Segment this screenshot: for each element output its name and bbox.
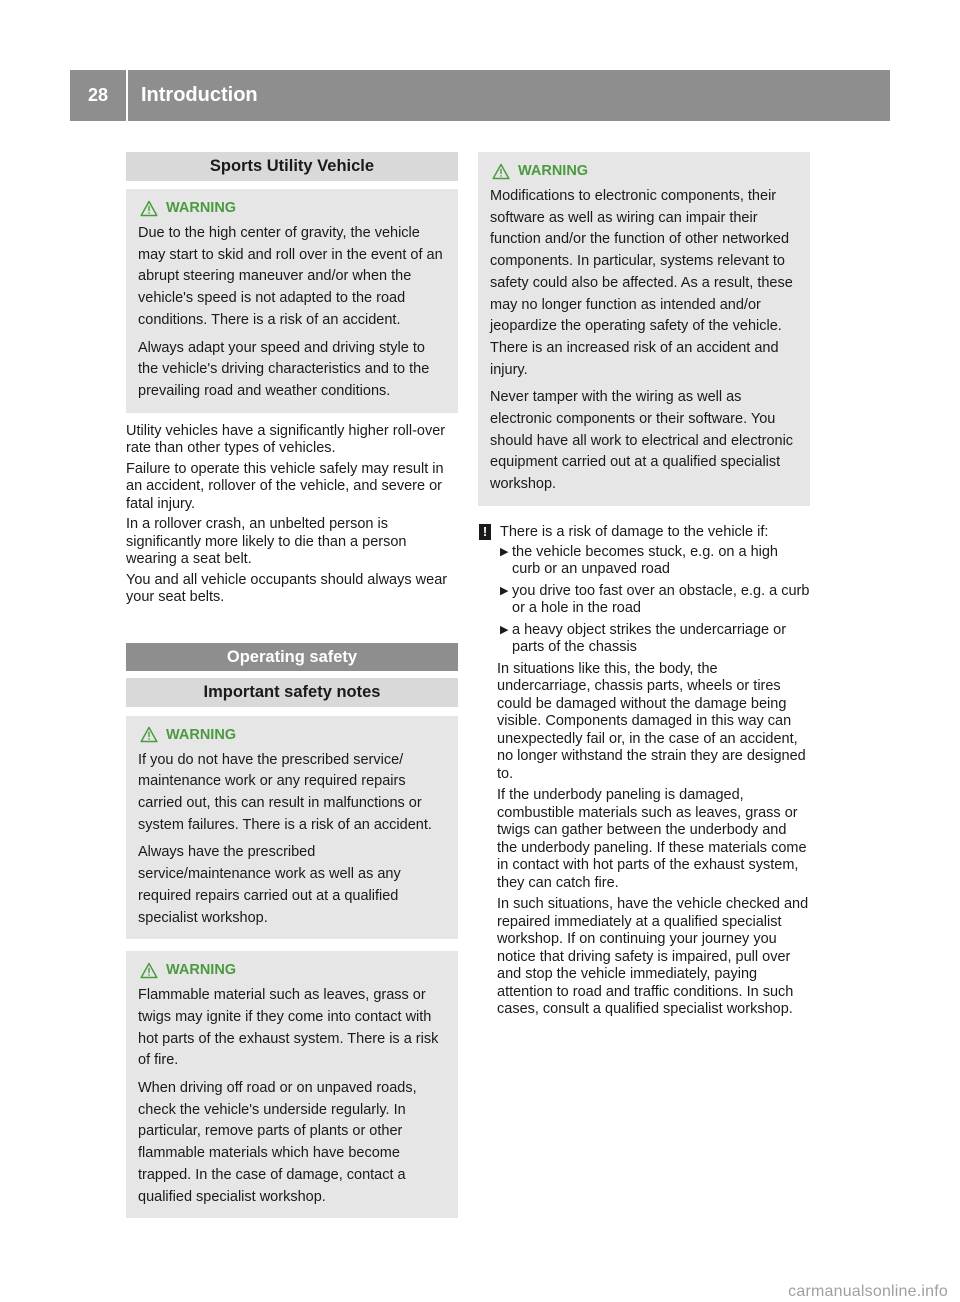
exclamation-icon: ! xyxy=(479,524,491,540)
warning-box xyxy=(126,951,458,1218)
warning-text: Due to the high center of gravity, the vehicle may start to skid and roll over in the event of an abrupt steering maneuver and/or when the vehicle's speed is not adapted to the road conditions. There is a risk of an accident. xyxy=(138,225,443,328)
bullet-list xyxy=(478,544,810,657)
warning-text: Flammable material such as leaves, grass or twigs may ignite if they come into contact with hot parts of the exhaust system. There is a risk of fire. xyxy=(138,987,439,1069)
damage-notice xyxy=(478,522,810,1019)
paragraph: You and all vehicle occupants should always wear your seat belts. xyxy=(126,571,448,606)
list-item: ▶ the vehicle becomes stuck, e.g. on a high curb or an unpaved road xyxy=(500,543,778,578)
warning-text: Always adapt your speed and driving style to the vehicle's driving characteristics and to the prevailing road and weather conditions. xyxy=(138,339,430,399)
warning-label: WARNING xyxy=(166,726,237,743)
warning-text: Modifications to electronic components, their software as well as wiring can impair their function and/or the function of other networked components. In particular, systems relevant to safety could also be affected. As a result, these may no longer function as intended and/or jeopardize the operating safety of the vehicle. There is an increased risk of an accident and injury. xyxy=(490,188,793,378)
warning-text: Never tamper with the wiring as well as electronic components or their software. You should have all work to electrical and electronic equipment carried out at a qualified specialist workshop. xyxy=(490,389,794,493)
warning-header xyxy=(138,724,448,746)
paragraph: In a rollover crash, an unbelted person is significantly more likely to die than a person wearing a seat belt. xyxy=(126,516,407,568)
warning-triangle-icon xyxy=(140,726,158,743)
page-number: 28 xyxy=(87,85,109,105)
warning-triangle-icon xyxy=(140,962,158,979)
warning-text: Always have the prescribed service/maintenance work as well as any required repairs carried out at a qualified specialist workshop. xyxy=(138,844,401,926)
sub-heading: Important safety notes xyxy=(126,678,458,707)
warning-label: WARNING xyxy=(166,962,237,979)
warning-header xyxy=(138,959,448,981)
warning-box xyxy=(126,189,458,413)
chapter-title: Introduction xyxy=(141,84,258,106)
warning-triangle-icon xyxy=(492,163,510,180)
paragraph: In situations like this, the body, the undercarriage, chassis parts, wheels or tires could be damaged without the damage being visible. Components damaged in this way can unexpectedly fail or, in the case of an accident, no longer withstand the strain they are designed to. xyxy=(497,660,806,782)
main-heading: Operating safety xyxy=(126,643,458,671)
warning-box xyxy=(478,152,810,506)
bullet-icon: ▶ xyxy=(500,545,509,558)
right-column xyxy=(478,152,810,1023)
warning-header xyxy=(490,160,800,182)
warning-triangle-icon xyxy=(140,200,158,217)
list-item: ▶ you drive too fast over an obstacle, e.g. a curb or a hole in the road xyxy=(500,582,810,617)
header-divider xyxy=(126,70,128,121)
warning-text: When driving off road or on unpaved roads, check the vehicle's underside regularly. In particular, remove parts of plants or other flammable materials which have become trapped. In the case of damage, contact a qualified specialist workshop. xyxy=(138,1080,417,1205)
bullet-icon: ▶ xyxy=(500,623,509,636)
page-header xyxy=(70,70,890,121)
body-text xyxy=(126,423,458,607)
notice-line xyxy=(478,522,810,542)
paragraph: If the underbody paneling is damaged, combustible materials such as leaves, grass or twigs can gather between the underbody and the underbody paneling. If these materials come in contact with hot parts of the exhaust system, they can catch fire. xyxy=(497,787,807,891)
warning-label: WARNING xyxy=(518,163,589,179)
bullet-icon: ▶ xyxy=(500,584,509,597)
paragraph: Utility vehicles have a significantly higher roll-over rate than other types of vehicles. xyxy=(126,422,446,457)
paragraph: In such situations, have the vehicle checked and repaired immediately at a qualified specialist workshop. If on continuing your journey you notice that driving safety is impaired, pull over and stop the vehicle immediately, paying attention to road and traffic conditions. In such cases, consult a qualified specialist workshop. xyxy=(497,896,809,1018)
warning-text: If you do not have the prescribed service/ maintenance work or any required repairs carried out, this can result in malfunctions or system failures. There is a risk of an accident. xyxy=(138,751,432,833)
paragraph: Failure to operate this vehicle safely may result in an accident, rollover of the vehicle, and severe or fatal injury. xyxy=(126,460,444,512)
warning-header xyxy=(138,197,448,219)
warning-label: WARNING xyxy=(166,200,237,216)
section-title: Sports Utility Vehicle xyxy=(126,152,458,181)
notice-text: There is a risk of damage to the vehicle if: xyxy=(500,523,769,540)
warning-box xyxy=(126,716,458,940)
list-item: ▶ a heavy object strikes the undercarriage or parts of the chassis xyxy=(500,621,787,656)
left-column xyxy=(126,152,458,1218)
watermark: carmanualsonline.info xyxy=(788,1283,948,1300)
